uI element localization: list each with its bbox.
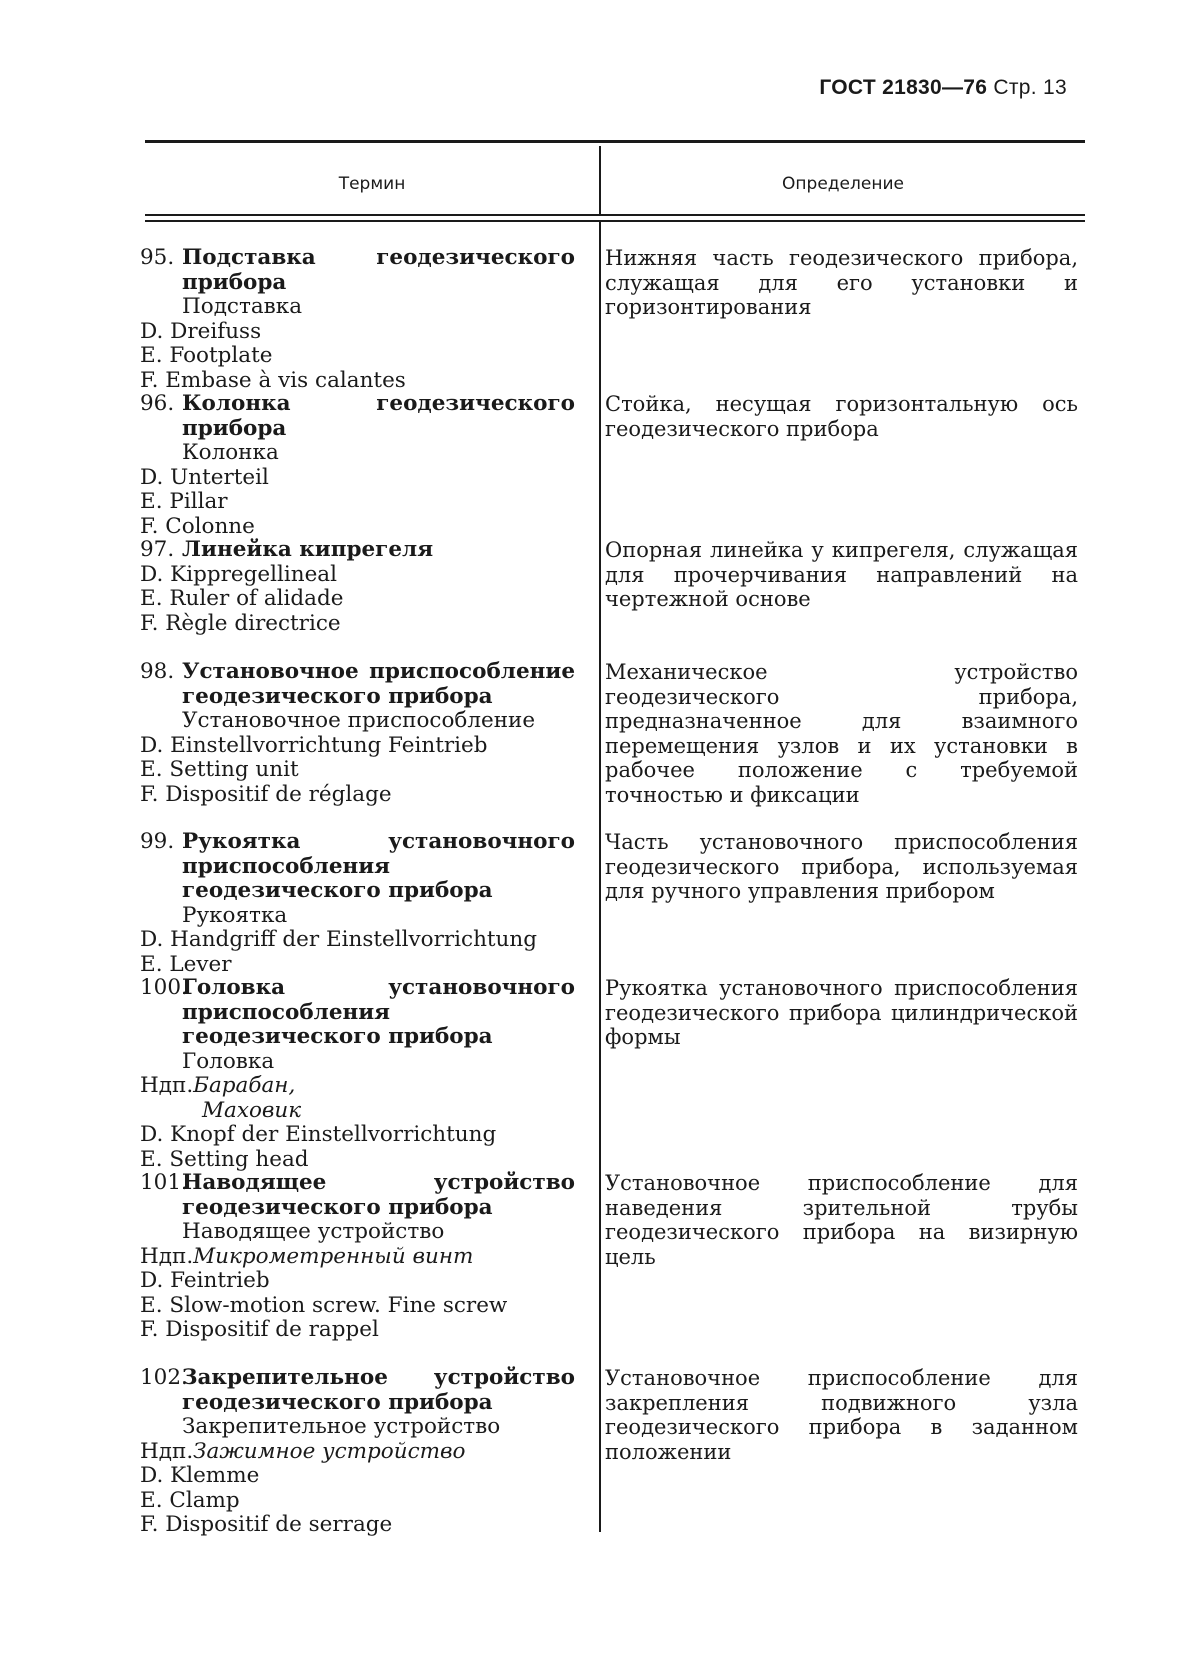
term-title: Рукоятка установочного приспособления геодезического прибора [182,829,575,903]
term-cell [140,392,575,538]
page-number: Стр. 13 [993,76,1067,99]
foreign-equivalent: F. Dispositif de réglage [140,781,392,807]
forbidden-term-text: Микрометренный винт [193,1243,474,1269]
foreign-equivalent: D. Knopf der Einstellvorrichtung [140,1122,497,1147]
foreign-equivalent: F. Dispositif de rappel [140,1317,379,1342]
term-cell [140,830,575,976]
foreign-equivalent: E. Slow-motion screw. Fine screw [140,1292,508,1318]
term-number: 100. [140,975,188,1000]
foreign-equivalent: D. Handgriff der Einstellvorrichtung [140,927,538,952]
term-title: Головка установочного приспособления геодезического прибора [182,975,575,1049]
term-short-form: Головка [182,1048,275,1074]
term-entry [140,1366,1085,1536]
term-short-form: Рукоятка [182,902,288,928]
term-number: 98. [140,659,175,684]
foreign-equivalent: F. Dispositif de serrage [140,1512,393,1537]
term-title: Установочное приспособление геодезического прибора [182,659,575,709]
term-cell [140,1366,575,1536]
foreign-equivalent: E. Footplate [140,343,273,368]
term-number: 95. [140,245,175,270]
page-header [819,76,1067,100]
definition-text: Установочное приспособление для закрепления подвижного узла геодезического прибора в заданном положении [605,1366,1078,1464]
forbidden-term-text: Маховик [202,1097,302,1123]
foreign-equivalent: E. Setting head [140,1146,309,1172]
term-number: 96. [140,391,175,416]
term-short-form: Закрепительное устройство [182,1414,501,1439]
term-number: 101. [140,1170,188,1195]
forbidden-prefix: Ндп. [140,1073,194,1098]
term-title: Колонка геодезического прибора [182,391,575,441]
definition-text: Механическое устройство геодезического прибора, предназначенное для взаимного перемещения узлов и их установки в рабочее положение с требуемой точностью и фиксации [605,660,1078,807]
term-cell [140,246,575,392]
forbidden-prefix: Ндп. [140,1243,194,1269]
header-bottom-rule-double [145,220,1085,222]
forbidden-term-text: Барабан, [193,1073,296,1098]
term-entry [140,660,1085,830]
terms-table [140,246,1085,1536]
foreign-equivalent: E. Pillar [140,489,228,514]
foreign-equivalent: F. Règle directrice [140,610,341,636]
term-entry [140,976,1085,1171]
term-cell [140,1171,575,1366]
foreign-equivalent: F. Colonne [140,513,255,539]
term-entry [140,830,1085,976]
foreign-equivalent: D. Dreifuss [140,318,262,344]
forbidden-term [140,1074,575,1099]
column-header-definition: Определение [782,174,904,194]
definition-text: Опорная линейка у кипрегеля, служащая для прочерчивания направлений на чертежной основе [605,538,1078,611]
forbidden-term [140,1245,575,1270]
term-entry [140,538,1085,660]
term-entry [140,1171,1085,1366]
foreign-equivalent: D. Klemme [140,1463,260,1488]
term-number: 97. [140,537,175,562]
header-bottom-rule [145,214,1085,216]
term-title: Линейка кипрегеля [182,537,434,562]
forbidden-prefix: Ндп. [140,1438,194,1464]
foreign-equivalent: E. Setting unit [140,757,299,782]
term-title: Закрепительное устройство геодезического прибора [182,1365,575,1415]
table-top-rule [145,140,1085,143]
foreign-equivalent: D. Einstellvorrichtung Feintrieb [140,732,488,758]
foreign-equivalent: D. Kippregellineal [140,561,337,587]
foreign-equivalent: D. Feintrieb [140,1268,270,1293]
term-title: Подставка геодезического прибора [182,245,575,295]
definition-text: Рукоятка установочного приспособления геодезического прибора цилиндрической формы [605,976,1078,1049]
definition-text: Часть установочного приспособления геодезического прибора, используемая для ручного управления прибором [605,830,1078,903]
term-short-form: Колонка [182,440,279,465]
column-header-term: Термин [338,174,406,194]
term-title: Наводящее устройство геодезического прибора [182,1170,575,1220]
term-number: 99. [140,829,175,854]
term-short-form: Подставка [182,294,303,319]
foreign-equivalent: F. Embase à vis calantes [140,367,406,393]
forbidden-term [140,1440,575,1465]
standard-number: ГОСТ 21830—76 [819,76,988,99]
foreign-equivalent: D. Unterteil [140,464,269,490]
term-entry [140,246,1085,392]
foreign-equivalent: E. Clamp [140,1487,240,1513]
term-entry [140,392,1085,538]
term-cell [140,976,575,1171]
term-number: 102. [140,1365,188,1390]
foreign-equivalent: E. Lever [140,951,232,977]
term-short-form: Установочное приспособление [182,708,536,733]
term-cell [140,538,575,660]
term-short-form: Наводящее устройство [182,1219,445,1244]
definition-text: Нижняя часть геодезического прибора, служащая для его установки и горизонтирования [605,246,1078,319]
definition-text: Стойка, несущая горизонтальную ось геодезического прибора [605,392,1078,441]
forbidden-term-text: Зажимное устройство [193,1438,466,1464]
foreign-equivalent: E. Ruler of alidade [140,586,344,611]
term-cell [140,660,575,830]
definition-text: Установочное приспособление для наведения зрительной трубы геодезического прибора на визирную цель [605,1171,1078,1269]
